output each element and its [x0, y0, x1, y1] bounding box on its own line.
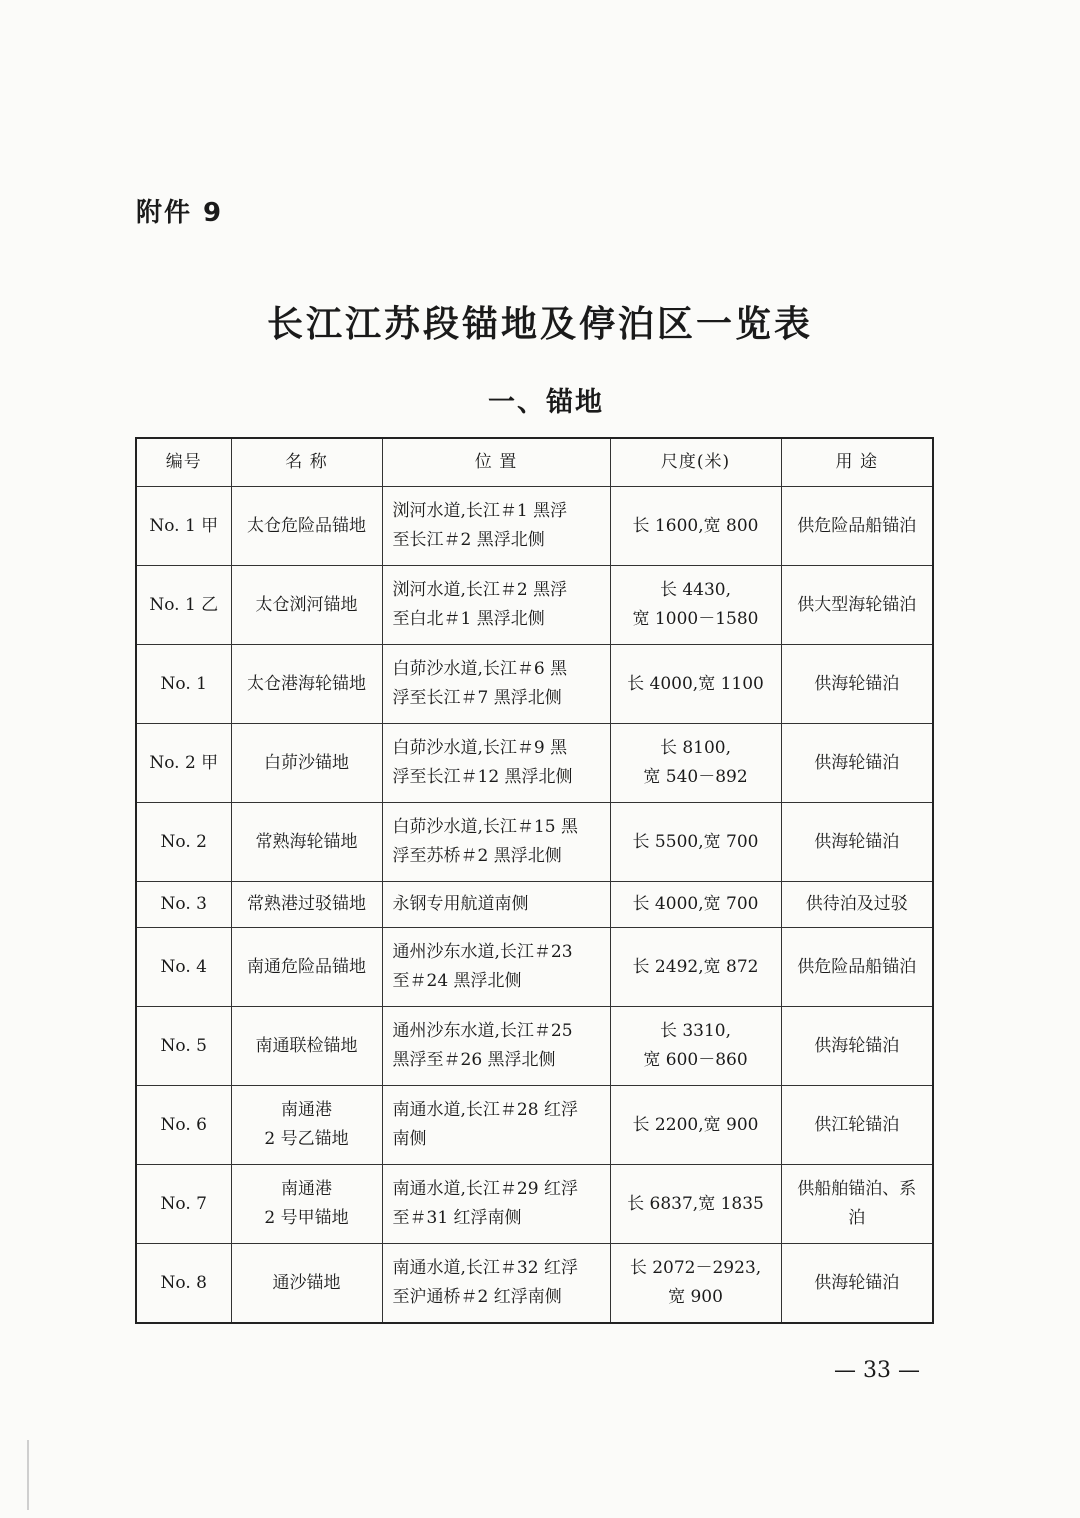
cell-line: 常熟港过驳锚地 — [247, 894, 366, 914]
cell-line: 南通港 — [281, 1100, 332, 1120]
page-number-text: — 33 — — [834, 1358, 920, 1383]
cell-line: 南通危险品锚地 — [247, 956, 366, 977]
cell-use: 供待泊及过驳 — [781, 882, 933, 928]
cell-size — [610, 487, 781, 566]
cell-line: 太仓港海轮锚地 — [247, 673, 366, 694]
cell-size — [610, 882, 781, 928]
cell-size — [610, 1165, 781, 1244]
cell-line: 白茆沙水道,长江＃9 黑 — [392, 738, 568, 758]
cell-number: No. 1 — [136, 645, 231, 724]
cell-line: 至沪通桥＃2 红浮南侧 — [392, 1287, 562, 1307]
cell-line: 浮至苏桥＃2 黑浮北侧 — [392, 846, 562, 866]
cell-position — [382, 1086, 610, 1165]
cell-name — [231, 645, 382, 724]
cell-number: No. 7 — [136, 1165, 231, 1244]
cell-number: No. 2 — [136, 803, 231, 882]
cell-size — [610, 1244, 781, 1324]
cell-line: 长 4430, — [659, 580, 732, 600]
table-row — [136, 724, 933, 803]
cell-line: 黑浮至＃26 黑浮北侧 — [392, 1050, 556, 1070]
cell-line: 太仓浏河锚地 — [255, 594, 358, 615]
cell-use: 供大型海轮锚泊 — [781, 566, 933, 645]
table-row — [136, 1244, 933, 1324]
cell-line: 宽 1000－1580 — [632, 609, 759, 629]
cell-name — [231, 928, 382, 1007]
cell-position — [382, 928, 610, 1007]
cell-line: 南通联检锚地 — [255, 1035, 358, 1056]
table-row — [136, 1165, 933, 1244]
cell-position — [382, 1244, 610, 1324]
cell-line: 至＃24 黑浮北侧 — [392, 971, 522, 991]
cell-use: 供海轮锚泊 — [781, 803, 933, 882]
header-position: 位 置 — [382, 438, 610, 487]
header-size: 尺度(米) — [610, 438, 781, 487]
table-row — [136, 1007, 933, 1086]
anchorage-table — [135, 437, 934, 1324]
cell-size — [610, 1086, 781, 1165]
cell-position — [382, 882, 610, 928]
cell-line: 长 1600,宽 800 — [632, 515, 759, 536]
cell-use: 供海轮锚泊 — [781, 724, 933, 803]
cell-position — [382, 803, 610, 882]
cell-position — [382, 1165, 610, 1244]
table-row — [136, 1086, 933, 1165]
cell-line: 宽 900 — [668, 1287, 723, 1307]
cell-line: 长 5500,宽 700 — [632, 831, 759, 852]
cell-size — [610, 928, 781, 1007]
cell-use: 供危险品船锚泊 — [781, 487, 933, 566]
section-title: 一、锚地 — [488, 387, 604, 418]
cell-name — [231, 1086, 382, 1165]
cell-line: 通州沙东水道,长江＃23 — [392, 942, 573, 962]
cell-line: 宽 600－860 — [643, 1050, 748, 1070]
cell-number: No. 4 — [136, 928, 231, 1007]
table-row — [136, 803, 933, 882]
cell-name — [231, 566, 382, 645]
cell-position — [382, 724, 610, 803]
cell-position — [382, 645, 610, 724]
cell-line: 长 4000,宽 1100 — [627, 673, 764, 694]
cell-line: 永钢专用航道南侧 — [392, 894, 529, 914]
cell-name — [231, 724, 382, 803]
cell-size — [610, 645, 781, 724]
cell-number: No. 8 — [136, 1244, 231, 1324]
cell-line: 长 2072－2923, — [629, 1258, 762, 1278]
cell-use: 供海轮锚泊 — [781, 645, 933, 724]
cell-name — [231, 1007, 382, 1086]
table-row — [136, 566, 933, 645]
cell-line: 南通水道,长江＃29 红浮 — [392, 1179, 578, 1199]
cell-line: 2 号甲锚地 — [264, 1208, 349, 1228]
cell-line: 宽 540－892 — [643, 767, 748, 787]
table-header-row — [136, 438, 933, 487]
table-body — [136, 487, 933, 1324]
cell-name — [231, 803, 382, 882]
scan-margin-line — [27, 1440, 29, 1510]
cell-use: 供江轮锚泊 — [781, 1086, 933, 1165]
cell-line: 长 6837,宽 1835 — [627, 1193, 764, 1214]
cell-line: 至白北＃1 黑浮北侧 — [392, 609, 545, 629]
cell-line: 2 号乙锚地 — [264, 1129, 349, 1149]
cell-line: 南通港 — [281, 1179, 332, 1199]
cell-number: No. 5 — [136, 1007, 231, 1086]
cell-name — [231, 882, 382, 928]
cell-number: No. 6 — [136, 1086, 231, 1165]
cell-line: 浮至长江＃12 黑浮北侧 — [392, 767, 573, 787]
cell-number: No. 1 乙 — [136, 566, 231, 645]
table-row — [136, 487, 933, 566]
cell-use: 供船舶锚泊、系泊 — [781, 1165, 933, 1244]
cell-use: 供海轮锚泊 — [781, 1244, 933, 1324]
header-number: 编号 — [136, 438, 231, 487]
header-name: 名 称 — [231, 438, 382, 487]
table-row — [136, 928, 933, 1007]
cell-line: 白茆沙水道,长江＃15 黑 — [392, 817, 578, 837]
cell-line: 浏河水道,长江＃2 黑浮 — [392, 580, 568, 600]
cell-size — [610, 724, 781, 803]
cell-line: 南通水道,长江＃28 红浮 — [392, 1100, 578, 1120]
cell-line: 长 2492,宽 872 — [632, 956, 759, 977]
cell-use: 供海轮锚泊 — [781, 1007, 933, 1086]
cell-number: No. 3 — [136, 882, 231, 928]
cell-name — [231, 1244, 382, 1324]
table-row — [136, 645, 933, 724]
cell-line: 长 3310, — [659, 1021, 732, 1041]
cell-name — [231, 1165, 382, 1244]
table-row — [136, 882, 933, 928]
cell-position — [382, 566, 610, 645]
cell-position — [382, 1007, 610, 1086]
cell-line: 太仓危险品锚地 — [247, 515, 366, 536]
page-title: 长江江苏段锚地及停泊区一览表 — [266, 304, 813, 345]
cell-name — [231, 487, 382, 566]
cell-size — [610, 803, 781, 882]
cell-line: 常熟海轮锚地 — [255, 831, 358, 852]
header-use: 用 途 — [781, 438, 933, 487]
cell-line: 长 4000,宽 700 — [632, 894, 759, 914]
cell-line: 南侧 — [392, 1129, 427, 1149]
attachment-label: 附件 9 — [136, 198, 224, 228]
cell-use: 供危险品船锚泊 — [781, 928, 933, 1007]
cell-line: 南通水道,长江＃32 红浮 — [392, 1258, 578, 1278]
cell-line: 至长江＃2 黑浮北侧 — [392, 530, 545, 550]
cell-number: No. 1 甲 — [136, 487, 231, 566]
cell-position — [382, 487, 610, 566]
cell-line: 长 2200,宽 900 — [632, 1114, 759, 1135]
cell-line: 长 8100, — [659, 738, 732, 758]
cell-line: 浏河水道,长江＃1 黑浮 — [392, 501, 568, 521]
cell-number: No. 2 甲 — [136, 724, 231, 803]
cell-line: 白茆沙水道,长江＃6 黑 — [392, 659, 568, 679]
cell-line: 通州沙东水道,长江＃25 — [392, 1021, 573, 1041]
cell-size — [610, 1007, 781, 1086]
cell-line: 通沙锚地 — [272, 1272, 341, 1293]
cell-line: 白茆沙锚地 — [264, 752, 349, 773]
cell-line: 至＃31 红浮南侧 — [392, 1208, 522, 1228]
cell-size — [610, 566, 781, 645]
cell-line: 浮至长江＃7 黑浮北侧 — [392, 688, 562, 708]
